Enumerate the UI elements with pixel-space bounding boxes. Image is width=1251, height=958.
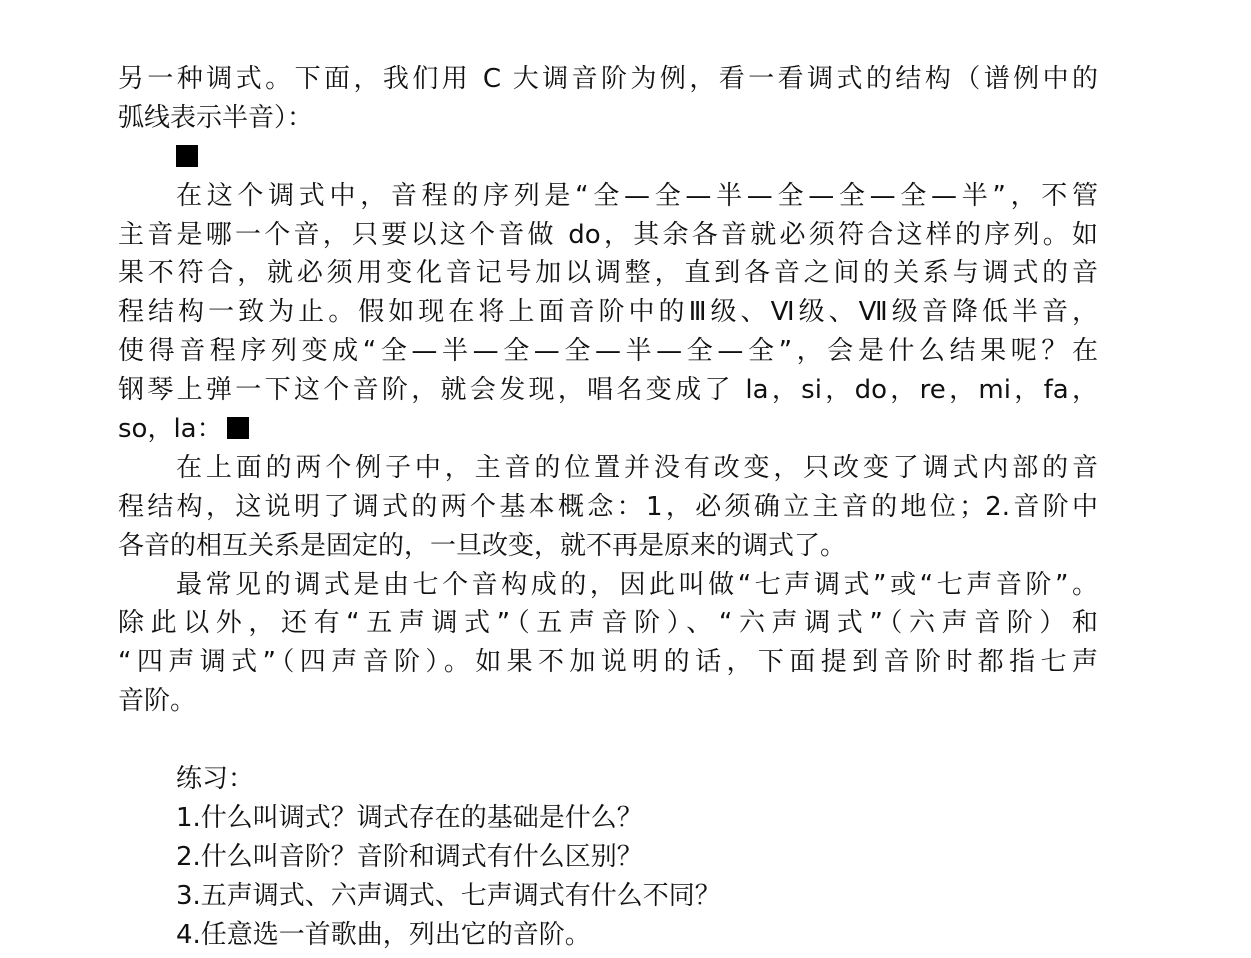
para-sequence-line-1: 在这个调式中，音程的序列是“全—全—半—全—全—全—半”，不管 [176,180,1098,211]
document-page [118,60,1098,954]
music-score-image-icon [176,145,198,167]
para-sequence-line-3: 果不符合，就必须用变化音记号加以调整，直到各音之间的关系与调式的音 [118,258,1098,289]
para-sequence-line-4: 程结构一致为止。假如现在将上面音阶中的Ⅲ级、Ⅵ级、Ⅶ级音降低半音， [118,297,1098,328]
para-sequence-line-7-text: so，la： [118,414,223,445]
para-concepts-line-3: 各音的相互关系是固定的，一旦改变，就不再是原来的调式了。 [118,530,847,561]
exercise-item: 4.任意选一首歌曲，列出它的音阶。 [176,919,591,950]
para-types-line-1: 最常见的调式是由七个音构成的，因此叫做“七声调式”或“七声音阶”。 [176,569,1098,600]
exercise-item: 2.什么叫音阶？音阶和调式有什么区别？ [176,841,643,872]
para-types-line-4: 音阶。 [118,686,197,717]
intro-line-2: 弧线表示半音）： [118,102,314,133]
blank-line [118,721,1098,760]
para-sequence-line-5: 使得音程序列变成“全—半—全—全—半—全—全”，会是什么结果呢？在 [118,336,1098,367]
para-types-line-2: 除此以外，还有“五声调式”（五声音阶）、“六声调式”（六声音阶）和 [118,608,1098,639]
para-concepts-line-2: 程结构，这说明了调式的两个基本概念：1，必须确立主音的地位；2.音阶中 [118,491,1098,522]
music-score-image-icon [227,417,249,439]
exercise-item: 3.五声调式、六声调式、七声调式有什么不同？ [176,880,721,911]
para-sequence-line-6: 钢琴上弹一下这个音阶，就会发现，唱名变成了 la，si，do，re，mi，fa， [118,375,1098,406]
score-example-c-major [118,138,1098,177]
para-sequence-line-2: 主音是哪一个音，只要以这个音做 do，其余各音就必须符合这样的序列。如 [118,219,1098,250]
para-types-line-3: “四声调式”（四声音阶）。如果不加说明的话，下面提到音阶时都指七声 [118,647,1098,678]
para-concepts-line-1: 在上面的两个例子中，主音的位置并没有改变，只改变了调式内部的音 [176,452,1098,483]
intro-line-1: 另一种调式。下面，我们用 C 大调音阶为例，看一看调式的结构（谱例中的 [118,64,1098,94]
exercise-item: 1.什么叫调式？调式存在的基础是什么？ [176,802,643,833]
exercises-heading: 练习： [176,764,255,795]
para-sequence-line-7 [118,410,1098,449]
